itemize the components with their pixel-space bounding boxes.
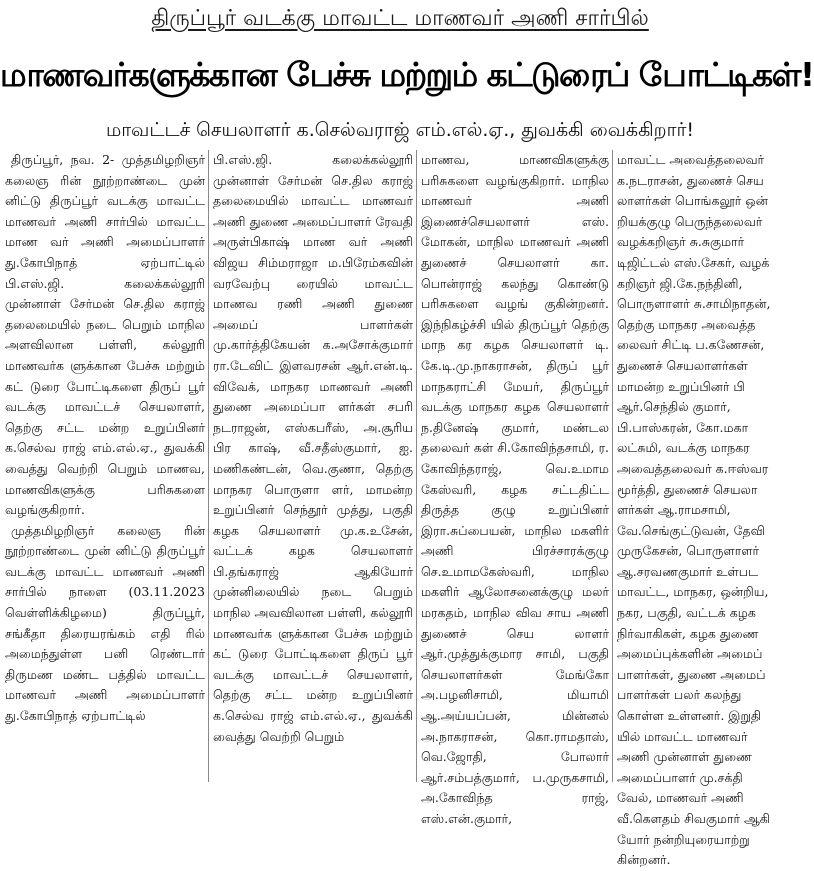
column-divider	[612, 150, 613, 782]
article-kicker	[0, 0, 800, 38]
column-4-line: க.நடராசன், துணைச் செய	[617, 172, 764, 188]
column-4-line: அமைப்பாளர் மு.சக்தி	[617, 769, 743, 785]
article-headline: மாணவர்களுக்கான பேச்சு மற்றும் கட்டுரைப் போட்டிகள்!	[0, 55, 814, 94]
column-4-line: மூர்த்தி, துணைச் செயலா	[617, 481, 758, 497]
column-4-line: பொருளாளர் சு.சாமிநாதன்,	[617, 296, 771, 312]
column-4-line: ஆர்.செந்தில் குமார்,	[617, 399, 731, 415]
column-1-paragraph-1: திருப்பூர், நவ. 2- முத்தமிழறிஞர் கலைஞ ரின் நூற்றாண்டை முன் னிட்டு திருப்பூர் வடக்கு மாவட்ட மாணவர் அணி சார்பில் மாவட்ட மாண வர் அணி அமைப்பாளர் து.கோபிநாத் ஏற்பாட்டில் பி.எஸ்.ஜி. கலைக்கல்லூரி முன்னாள் சேர்மன் செ.தில கராஜ் தலைமையில் நடை பெறும் மாநில அளவிலான பள்ளி, கல்லூரி மாணவர்க ளுக்கான பேச்சு மற்றும் கட் டுரை போட்டிகளை திருப் பூர் வடக்கு மாவட்டச் செயலாளர், தெற்கு சட்ட மன்ற உறுப்பினர் க.செல்வ ராஜ் எம்.எல்.ஏ., துவக்கி வைத்து வெற்றி பெறும் மாணவ, மாணவிகளுக்கு பரிசுகளை வழங்குகிறார்.	[5, 152, 205, 518]
column-4-line: றியக்குழு பெருந்தலைவர்	[617, 213, 763, 229]
column-4-line: அணி முன்னாள் துணை	[617, 749, 752, 765]
column-4-line: வேல், மாணவர் அணி	[617, 790, 744, 806]
column-4-line: பாளர்கள், துணை அமைப்	[617, 666, 766, 682]
column-4-line: நிர்வாகிகள், கழக துணை	[617, 625, 759, 641]
column-4-line: ளர்கள் ஆ.ராமசாமி,	[617, 502, 731, 518]
article-subhead: மாவட்டச் செயலாளர் க.செல்வராஜ் எம்.எல்.ஏ., துவக்கி வைக்கிறார்!	[105, 119, 695, 141]
column-2	[213, 150, 413, 782]
column-4-line: ஆ.சரவணகுமார் உள்பட	[617, 563, 759, 579]
column-4-line: நகர, பகுதி, வட்டக் கழக	[617, 605, 756, 621]
column-4-line: லைவர் சிட்டி ப.கணேசன்,	[617, 337, 765, 353]
column-4	[617, 150, 813, 868]
column-3-text: மாணவ, மாணவிகளுக்கு பரிசுகளை வழங்குகிறார். மாநில மாணவர் அணி இணைச்செயலாளர் எஸ். மோகன், மாநில மாணவர் அணி துணைச் செயலாளர் கா. பொன்ராஜ் கலந்து கொண்டு பரிசுகளை வழங் குகின்றனர். இந்நிகழ்ச்சி யில் திருப்பூர் தெற்கு மாந கர கழக செயலாளர் டி. கே.டி.மு.நாகராசன், திருப் பூர் மாநகராட்சி மேயர், திருப்பூர் வடக்கு மாநகர கழக செயலாளர் ந.தினேஷ் குமார், மண்டல தலைவர் கள் சி.கோவிந்தசாமி, ர. கோவிந்தராஜ், வெ.உமாம கேஸ்வரி, கழக சட்டதிட்ட திருத்த குழு உறுப்பினர் இரா.சுப்பையன், மாநில மகளிர் அணி பிரச்சாரக்குழு செ.உமாமகேஸ்வரி, மாநில மகளிர் ஆலோசனைக்குழு மலர் மரகதம், மாநில விவ சாய அணி துணைச் செய லாளர் ஆர்.முத்துக்குமார சாமி, பகுதி செயலாளர்கள் மேங்கோ அ.பழனிசாமி, மியாமி ஆ.அய்யப்பன், மின்னல் அ.நாகராசன், கொ.ராமதாஸ், வெ.ஜோதி, போலார் ஆர்.சம்பத்குமார், ப.முருகசாமி, அ.கோவிந்த ராஜ், எஸ்.என்.குமார்,	[421, 152, 609, 826]
column-4-line: லாளர்கள் பொங்கலூர் ஒன்	[617, 193, 768, 209]
column-4-line: கொள்ள உள்ளனர். இறுதி	[617, 708, 762, 724]
column-4-line: பி.பாஸ்கரன், கோ.மகா	[617, 419, 749, 435]
column-4-line: அவைத்தலைவர் க.ஈஸ்வர	[617, 460, 769, 476]
column-3	[421, 150, 609, 826]
column-4-line: அமைப்புக்களின் அமைப்	[617, 646, 763, 662]
kicker-text: திருப்பூர் வடக்கு மாவட்ட மாணவர் அணி சார்பில்	[151, 6, 649, 31]
column-4-line: துணைச் செயலாளர்கள்	[617, 357, 748, 373]
column-1-paragraph-2: முத்தமிழறிஞர் கலைஞ ரின் நூற்றாண்டை முன் னிட்டு திருப்பூர் வடக்கு மாவட்ட மாணவர் அணி சார்பில் நாளை (03.11.2023 வெள்ளிக்கிழமை) திருப்பூர், சங்கீதா திரையரங்கம் எதி ரில் அமைந்துள்ள பனி ரெண்டார் திருமண மண்ட பத்தில் மாவட்ட மாணவர் அணி அமைப்பாளர் து.கோபிநாத் ஏற்பாட்டில்	[5, 522, 205, 724]
column-4-line: வீ.கௌதம் சிவகுமார் ஆகி	[617, 811, 771, 826]
article-body	[0, 150, 800, 868]
column-2-text: பி.எஸ்.ஜி. கலைக்கல்லூரி முன்னாள் சேர்மன் செ.தில கராஜ் தலைமையில் மாவட்ட மாணவர் அணி துணை அமைப்பாளர் ரேவதி அருள்பிகாஷ் மாண வர் அணி விஜய சிம்மராஜா ம.பிரேம்கவின் வரவேற்பு ரையில் மாவட்ட மாணவ ரணி அணி துணை அமைப் பாளர்கள் மு.கார்த்திகேயன் க.அசோக்குமார் ரா.டேவிட் இளவரசன் ஆர்.என்.டி. விவேக், மாநகர மாணவர் அணி துணை அமைப்பா ளர்கள் சபரி நடராஜன், எஸ்கபரீஸ், அ.சூரிய பிர காஷ், வீ.சதீஸ்குமார், ஐ. மணிகண்டன், வெ.குணா, தெற்கு மாநகர பொருளா ளர், மாமன்ற உறுப்பினர் செந்தூர் முத்து, பகுதி கழக செயலாளர் மு.க.உசேன், வட்டக் கழக செயலாளர் பி.தங்கராஜ் ஆகியோர் முன்னிலையில் நடை பெறும் மாநில அவவிலான பள்ளி, கல்லூரி மாணவர்க ளுக்கான பேச்சு மற்றும் கட் டுரை போட்டிகளை திருப் பூர் வடக்கு மாவட்டச் செயலாளர், தெற்கு சட்ட மன்ற உறுப்பினர் க.செல்வ ராஜ் எம்.எல்.ஏ., துவக்கி வைத்து வெற்றி பெறும்	[213, 152, 413, 744]
column-4-line: லட்சுமி, வடக்கு மாநகர	[617, 440, 750, 456]
column-4-line: கறிஞர் ஜி.கே.நந்தினி,	[617, 275, 743, 291]
column-4-line: தெற்கு மாநகர அவைத்த	[617, 316, 756, 332]
column-4-line: டிஜிட்டல் எஸ்.சேகர், வழக்	[617, 254, 770, 270]
column-4-line: வழக்கறிஞர் சு.சுகுமார்	[617, 234, 745, 250]
column-4-line: மாவட்ட அவைத்தலைவர்	[617, 152, 765, 167]
column-1	[5, 150, 205, 782]
column-4-line: பாளர்கள் பலர் கலந்து	[617, 687, 742, 703]
column-4-line: மாமன்ற உறுப்பினர் பி	[617, 378, 745, 394]
column-4-line: யில் மாவட்ட மாணவர்	[617, 728, 748, 744]
column-4-line: கின்றனர்.	[617, 852, 671, 868]
column-divider	[416, 150, 417, 782]
column-4-line: வே.செங்குட்டுவன், தேவி	[617, 522, 765, 538]
column-4-line: முருகேசன், பொருளாளர்	[617, 543, 760, 559]
column-4-line: யோர் நன்றியுரையாற்று	[617, 831, 750, 847]
column-divider	[208, 150, 209, 782]
column-4-line: மாவட்ட, மாநகர, ஒன்றிய,	[617, 584, 769, 600]
